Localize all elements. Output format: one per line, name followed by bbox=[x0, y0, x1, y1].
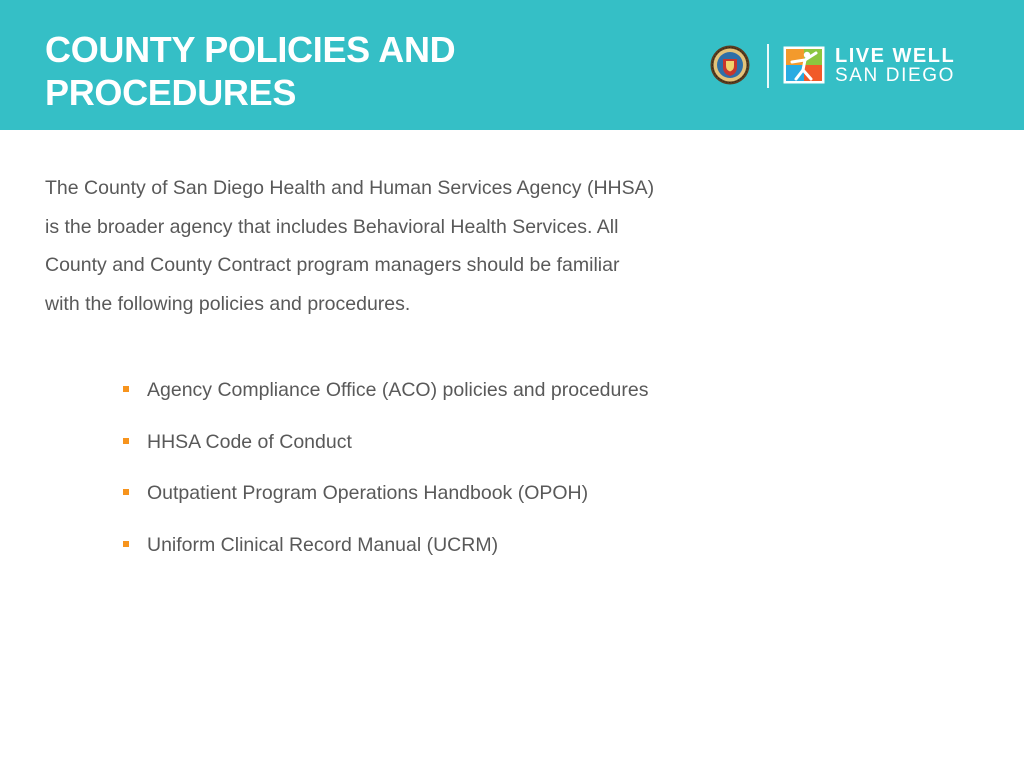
bullet-square-icon bbox=[123, 541, 129, 547]
live-well-wordmark-line-1: LIVE WELL bbox=[835, 45, 956, 67]
live-well-figure-icon bbox=[783, 46, 825, 84]
list-item-text: Uniform Clinical Record Manual (UCRM) bbox=[147, 533, 499, 556]
intro-paragraph: The County of San Diego Health and Human Services Agency (HHSA) is the broader agency that includes Behavioral Health Services. All County and County Contract program managers should be familiar with the following policies and procedures. bbox=[45, 177, 655, 315]
county-seal-icon bbox=[710, 45, 750, 85]
header-banner bbox=[0, 0, 1024, 130]
bullet-square-icon bbox=[123, 386, 129, 392]
page-title-line-1: COUNTY POLICIES AND bbox=[45, 29, 456, 70]
policy-list bbox=[120, 376, 660, 582]
list-item-text: Outpatient Program Operations Handbook (OPOH) bbox=[147, 482, 589, 504]
list-item bbox=[120, 376, 660, 405]
list-item bbox=[120, 428, 660, 457]
list-item-text: HHSA Code of Conduct bbox=[147, 430, 352, 453]
page-title bbox=[45, 28, 605, 114]
live-well-wordmark-line-2: SAN DIEGO bbox=[835, 65, 955, 86]
live-well-wordmark bbox=[835, 46, 955, 86]
list-item-text: Agency Compliance Office (ACO) policies and procedures bbox=[147, 379, 649, 401]
page-title-line-2: PROCEDURES bbox=[45, 72, 297, 113]
bullet-square-icon bbox=[123, 438, 129, 444]
list-item bbox=[120, 531, 660, 560]
logo-divider bbox=[767, 44, 769, 88]
list-item bbox=[120, 479, 660, 508]
bullet-square-icon bbox=[123, 489, 129, 495]
